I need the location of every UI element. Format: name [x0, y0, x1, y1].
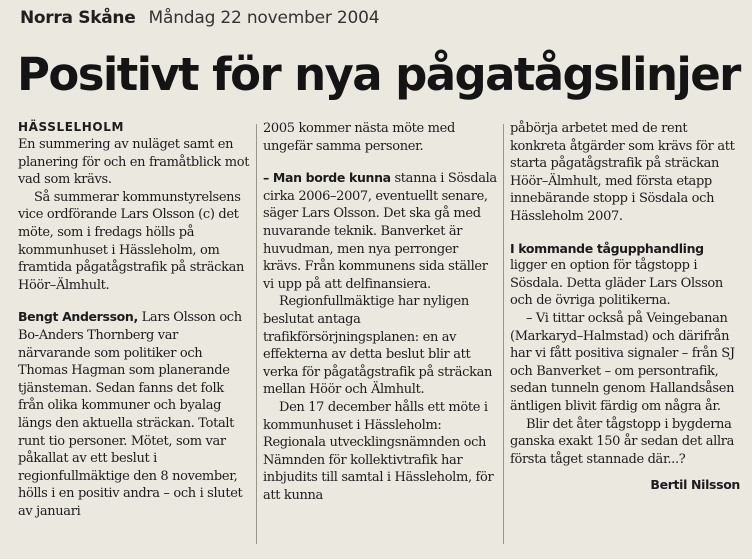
paragraph-text: stanna i Sösdala cirka 2006–2007, eventuellt senare, säger Lars Olsson. Det ska gå med nuvarande teknik. Banverket är huvudman, men nya perronger krävs. Från kommunens sida ställer vi upp på att delfinansiera. [263, 171, 497, 292]
paragraph: Blir det åter tågstopp i bygderna ganska exakt 150 år sedan det allra första tåget stannade där...? [510, 416, 735, 467]
paragraph-lead: – Man borde kunna [263, 170, 391, 186]
issue-date: Måndag 22 november 2004 [148, 8, 380, 28]
paragraph-text: Lars Olsson och Bo-Anders Thornberg var närvarande som politiker och Thomas Hagman som planerande tjänsteman. Sedan fanns det folk från olika kommuner och byalag längs den aktuella sträckan. Totalt runt tio personer. Mötet, som var påkallat av ett beslut i regionfullmäktige den 8 november, hölls i en positiv andra – och i slutet av januari [18, 310, 243, 519]
column-divider [503, 124, 504, 544]
masthead [20, 8, 740, 34]
article-column-3 [510, 120, 744, 494]
paragraph: – Vi tittar också på Veingebanan (Markaryd–Halmstad) och därifrån har vi fått positiva signaler – från SJ och Banverket – om persontrafik, sedan tunneln genom Hallandsåsen äntligen blivit färdig om några år. [510, 310, 735, 414]
paragraph [510, 240, 744, 310]
dateline: HÄSSLELHOLM [18, 120, 124, 134]
paragraph: påbörja arbetet med de rent konkreta åtgärder som krävs för att starta pågatågstrafik på sträckan Höör–Älmhult, med första etapp innebärande stopp i Sösdala och Hässleholm 2007. [510, 121, 735, 224]
article-headline: Positivt för nya pågatågslinjer [17, 48, 740, 101]
newspaper-name: Norra Skåne [20, 8, 136, 28]
paragraph: Så summerar kommunstyrelsens vice ordförande Lars Olsson (c) det möte, som i fredags hölls på kommunhuset i Hässleholm, om framtida pågatågstrafik på sträckan Höör–Älmhult. [18, 189, 245, 293]
paragraph: 2005 kommer nästa möte med ungefär samma personer. [263, 121, 455, 154]
paragraph: Regionfullmäktige har nyligen beslutat antaga trafikförsörjningsplanen: en av effekterna av detta beslut blir att verka för pågatågstrafik på sträckan mellan Höör och Älmhult. [263, 294, 493, 398]
paragraph [18, 308, 250, 520]
paragraph-text: ligger en option för tågstopp i Sösdala. Detta gläder Lars Olsson och de övriga politikerna. [510, 258, 723, 309]
paragraph-lead: Bengt Andersson, [18, 309, 138, 325]
paragraph: Den 17 december hålls ett möte i kommunhuset i Hässleholm: Regionala utvecklingsnämnden och Nämnden för kollektivtrafik har inbjudits till samtal i Hässleholm, för att kunna [263, 399, 494, 503]
article-column-1 [18, 120, 250, 520]
subheading: I kommande tågupphandling [510, 240, 704, 256]
column-divider [256, 124, 257, 544]
paragraph: En summering av nuläget samt en planering för och en framåtblick mot vad som krävs. [18, 137, 250, 188]
article-column-2 [263, 120, 499, 504]
paragraph [263, 169, 499, 293]
byline: Bertil Nilsson [650, 477, 740, 493]
